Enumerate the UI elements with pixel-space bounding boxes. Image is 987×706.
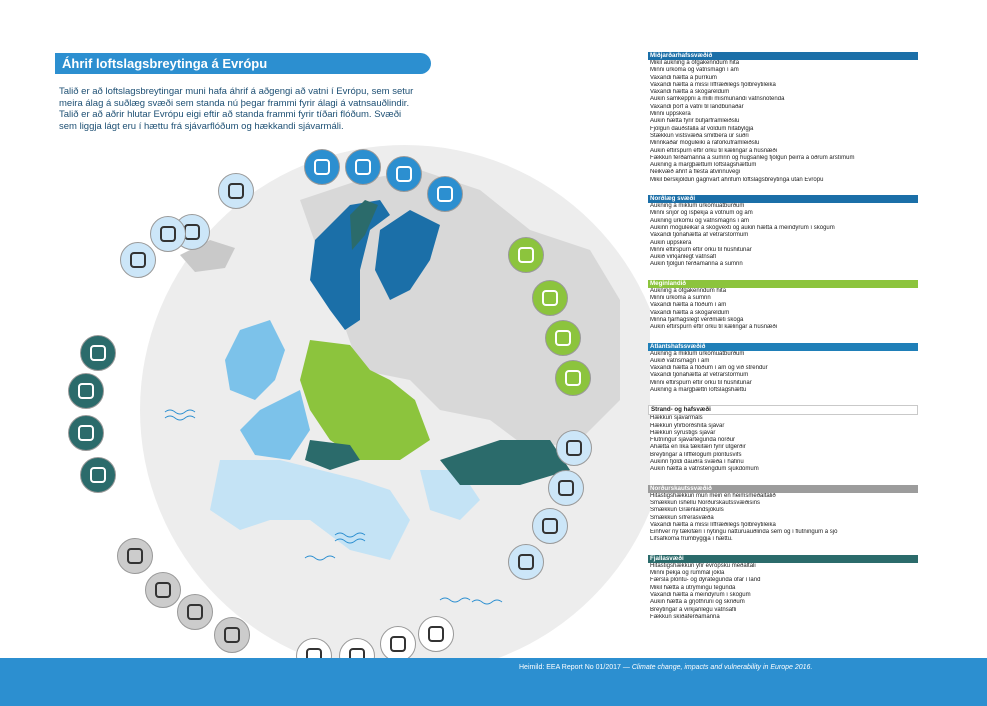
- legend-item: Smækkun íshellu Norðurskautssvæðisins: [650, 499, 761, 506]
- legend-item: Aukning úrkomu og vatnsmagns í ám: [650, 217, 750, 224]
- legend-item: Mikil berskjöldun gagnvart áhrifum loftslagsbreytinga utan Evrópu: [650, 176, 824, 183]
- legend-item: Flutningur sjávartegunda norður: [650, 437, 736, 444]
- thermometer-icon: [508, 237, 544, 273]
- legend-section-title: Miðjarðarhafssvæðið: [648, 52, 918, 60]
- legend-section-meg: [648, 280, 918, 332]
- legend-item: Vaxandi hætta á meindýrum í skógum: [650, 591, 751, 598]
- legend-item: Vaxandi tjónahætta af vetrarstormum: [650, 232, 749, 239]
- legend-item: Vaxandi hætta á flóðum í ám og við strendur: [650, 365, 768, 372]
- thermometer-icon: [218, 173, 254, 209]
- legend-item: Hækkun sjávarmáls: [650, 415, 703, 422]
- legend-item: Neikvæð áhrif á flesta atvinnuvegi: [650, 169, 741, 176]
- legend-item: Vaxandi þörf á vatni til landbúnaðar: [650, 103, 744, 110]
- legend-section-title: Meginlandið: [648, 280, 918, 288]
- legend-item: Aukning á öfgakenndum hita: [650, 287, 727, 294]
- legend-item: Lífsafkoma frumbyggja í hættu.: [650, 536, 733, 543]
- footer-source: Heimild: EEA Report No 01/2017 — Climate change, impacts and vulnerability in Europe 2016.: [519, 664, 813, 671]
- glacier-icon: [177, 594, 213, 630]
- legend-item: Vaxandi hætta á skógareldum: [650, 89, 730, 96]
- intro-text: Talið er að loftslagsbreytingar muni hafa áhrif á aðgengi að vatni í Evrópu, sem setur meira álag á suðlæg svæði sem standa nú þegar frammi fyrir álagi á vatnsauðlindir. Talið er að aðrir hlutar Evrópu eigi eftir að standa frammi fyrir tíðari flóðum. Svæði sem liggja lágt eru í hættu frá sjávarflóðum og hækkandi sjávarmáli.: [59, 86, 414, 132]
- legend-item: Hitastigshækkun yfir evrópsku meðaltali: [650, 562, 756, 569]
- pylon-icon: [117, 538, 153, 574]
- legend-item: Aukin eftirspurn eftir orku til kælingar á húsnæði: [650, 147, 778, 154]
- legend-item: Minni eftirspurn eftir orku til húshitunar: [650, 246, 752, 253]
- legend-section-title: Strand- og hafsvæði: [648, 405, 918, 415]
- legend-item: Minni uppskera: [650, 111, 691, 118]
- title-bar: [55, 53, 431, 74]
- legend-item: Vaxandi hætta á flóðum í ám: [650, 302, 727, 309]
- legend-item: Minni eftirspurn eftir orku til húshitunar: [650, 379, 752, 386]
- legend-item: Minni þekja og rúmmál jökla: [650, 570, 725, 577]
- legend-section-atl: [648, 343, 918, 395]
- legend-item: Aukning á miklum úrkomuatburðum: [650, 203, 745, 210]
- legend-item: Stækkun vistsvæða smitbera úr suðri: [650, 132, 749, 139]
- legend-section-fjall: [648, 555, 918, 621]
- legend-item: Minni úrkoma á sumrin: [650, 295, 711, 302]
- tree-flood-icon: [532, 280, 568, 316]
- cloud-sun-icon: [120, 242, 156, 278]
- legend-section-nord: [648, 195, 918, 269]
- legend-item: Minna fjárhagslegt verðmæti skóga: [650, 316, 744, 323]
- thermometer-icon: [145, 572, 181, 608]
- legend-item: Aukið virkjanlegt vatnsafl: [650, 254, 717, 261]
- house-fire-icon: [508, 544, 544, 580]
- plant-mountain-icon: [80, 457, 116, 493]
- legend-section-nordur: [648, 485, 918, 544]
- storm-cloud-icon: [80, 335, 116, 371]
- legend-item: Vaxandi hætta á missi líffræðilegs fjölbreytileika: [650, 521, 776, 528]
- legend-item: Aukin eftirspurn eftir orku til kælingar á húsnæði: [650, 324, 778, 331]
- legend-item: Hitastigshækkun mun meiri en heimsmeðaltalið: [650, 492, 776, 499]
- legend-section-title: Fjallasvæði: [648, 555, 918, 563]
- legend-item: Vaxandi hætta á missi líffræðilegs fjölbreytileika: [650, 81, 776, 88]
- legend-item: Vaxandi hætta á þurrkum: [650, 74, 717, 81]
- legend-item: Minni úrkoma og vatnsmagn í ám: [650, 67, 739, 74]
- legend-item: Aukin hætta fyrir búfjárframleiðslu: [650, 118, 740, 125]
- thermometer-icon: [545, 320, 581, 356]
- legend-item: Aukin hætta á vatnstengdum sjúkdómum: [650, 466, 759, 473]
- legend-item: Smækkun Grænlandsjökuls: [650, 507, 724, 514]
- legend-item: Hækkun yfirborðshita sjávar: [650, 422, 725, 429]
- legend-item: Hækkun sýrustigs sjávar: [650, 429, 716, 436]
- wheat-icon: [386, 156, 422, 192]
- footer: [0, 658, 987, 706]
- flooded-house-icon: [532, 508, 568, 544]
- thermometer-icon: [418, 616, 454, 652]
- legend-item: Minni snjór og ísþekja á vötnum og ám: [650, 210, 753, 217]
- snowflake-icon: [345, 149, 381, 185]
- legend-item: Fækkun skíðaferðamanna: [650, 613, 720, 620]
- legend-item: Aukning á miklum úrkomuatburðum: [650, 350, 745, 357]
- legend-item: Aukinn möguleikar á skógvexti og aukin hætta á meindýrum í skógum: [650, 224, 835, 231]
- page-title: Áhrif loftslagsbreytinga á Evrópu: [62, 56, 268, 71]
- legend-item: Aukin fjölgun ferðamanna á sumrin: [650, 261, 743, 268]
- wildfire-icon: [150, 216, 186, 252]
- legend-item: Aukning á margþættum loftslagshættum: [650, 162, 757, 169]
- legend-item: Fjölgun dauðsfalla af völdum hitabylgja: [650, 125, 754, 132]
- mountain-rock-icon: [68, 373, 104, 409]
- legend-item: Vaxandi tjónahætta af vetrarstormum: [650, 372, 749, 379]
- storm-cloud-icon: [427, 176, 463, 212]
- legend-item: Mikil hætta á útrýmingu tegunda: [650, 584, 736, 591]
- legend-item: Smækkun sífrerasvæða: [650, 514, 714, 521]
- legend-section-strand: [648, 405, 918, 473]
- legend-item: Breytingar á virkjanlegu vatnsafli: [650, 606, 737, 613]
- legend: [648, 52, 918, 632]
- legend-section-title: Atlantshafssvæðið: [648, 343, 918, 351]
- legend-item: Einhver ný tækifæri í nýtingu náttúruauðlinda sem og í flutningum á sjó: [650, 529, 838, 536]
- legend-item: Aukin hætta á grjóthruni og skriðum: [650, 599, 745, 606]
- legend-item: Aukin uppskera: [650, 239, 692, 246]
- legend-item: Aukinn fjöldi dauðra svæða í hafinu: [650, 459, 744, 466]
- legend-item: Aukið vatnsmagn í ám: [650, 357, 710, 364]
- legend-item: Minnkaðar möguleiki á raforkuframleiðslu: [650, 140, 760, 147]
- storm-cloud-icon: [556, 430, 592, 466]
- weather-beach-icon: [304, 149, 340, 185]
- legend-item: Aukin samkeppni á milli mismunandi vatnsnotenda: [650, 96, 785, 103]
- legend-item: Aukning á margþættri loftslagshættu: [650, 386, 747, 393]
- legend-item: Áhætta en líka tækifæri fyrir útgerðir: [650, 444, 746, 451]
- legend-section-med: [648, 52, 918, 184]
- marsh-icon: [380, 626, 416, 662]
- legend-section-title: Norðurskautssvæðið: [648, 485, 918, 493]
- storm-flood-icon: [548, 470, 584, 506]
- legend-item: Færsla plöntu- og dýrategunda ofar í land: [650, 577, 761, 584]
- wildfire-icon: [555, 360, 591, 396]
- wolf-icon: [68, 415, 104, 451]
- legend-item: Fækkun ferðamanna á sumrin og hugsanleg fjölgun þeirra á öðrum árstímum: [650, 154, 855, 161]
- legend-section-title: Norðlæg svæði: [648, 195, 918, 203]
- beaver-icon: [214, 617, 250, 653]
- legend-item: Mikil aukning á öfgakenndum hita: [650, 60, 740, 66]
- legend-item: Breytingar á lífffélögum plöntusvifs: [650, 451, 742, 458]
- legend-item: Vaxandi hætta á skógareldum: [650, 309, 730, 316]
